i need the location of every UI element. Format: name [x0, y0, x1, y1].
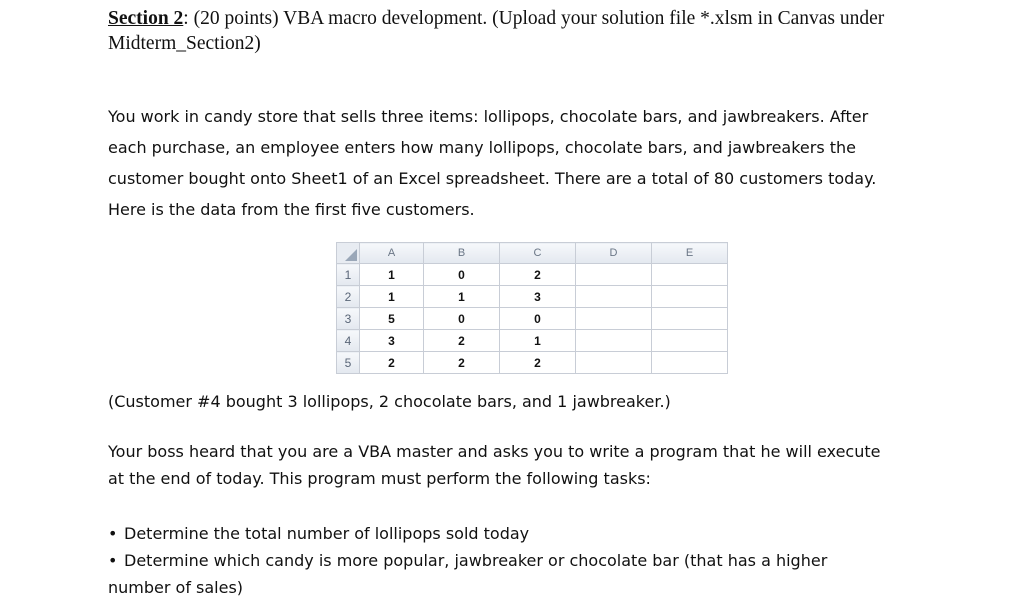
column-header: A — [360, 243, 424, 264]
row-header: 4 — [337, 330, 360, 352]
cell — [576, 330, 652, 352]
column-header-row — [337, 243, 728, 264]
row-header: 3 — [337, 308, 360, 330]
cell — [576, 308, 652, 330]
task-line: at the end of today. This program must perform the following tasks: — [108, 469, 651, 488]
cell: 5 — [360, 308, 424, 330]
cell — [652, 308, 728, 330]
list-item — [108, 547, 988, 574]
list-item — [108, 520, 988, 547]
row-header: 5 — [337, 352, 360, 374]
cell: 2 — [424, 330, 500, 352]
bullet-icon: • — [108, 551, 118, 570]
column-header: C — [500, 243, 576, 264]
section-label: Section 2 — [108, 8, 184, 29]
list-item-text: Determine the total number of lollipops sold today — [124, 524, 530, 543]
cell: 2 — [424, 352, 500, 374]
section-heading — [108, 6, 988, 56]
spreadsheet-excerpt — [336, 242, 728, 374]
cell — [576, 286, 652, 308]
cell: 1 — [360, 286, 424, 308]
cell: 1 — [500, 330, 576, 352]
intro-line: each purchase, an employee enters how many lollipops, chocolate bars, and jawbreakers the — [108, 138, 857, 157]
table-caption: (Customer #4 bought 3 lollipops, 2 chocolate bars, and 1 jawbreaker.) — [108, 392, 671, 411]
select-all-corner — [337, 243, 360, 264]
table-row — [337, 330, 728, 352]
cell: 0 — [500, 308, 576, 330]
column-header: B — [424, 243, 500, 264]
cell: 0 — [424, 264, 500, 286]
cell: 1 — [360, 264, 424, 286]
cell: 1 — [424, 286, 500, 308]
row-header: 2 — [337, 286, 360, 308]
section-heading-text: : (20 points) VBA macro development. (Upload your solution file *.xlsm in Canvas under Midterm_Section2) — [108, 8, 885, 54]
intro-line: Here is the data from the first five customers. — [108, 200, 475, 219]
intro-paragraph — [108, 101, 978, 225]
intro-line: You work in candy store that sells three items: lollipops, chocolate bars, and jawbreakers. After — [108, 107, 869, 126]
cell: 3 — [500, 286, 576, 308]
cell: 2 — [360, 352, 424, 374]
cell — [576, 264, 652, 286]
table-row — [337, 264, 728, 286]
task-list — [108, 520, 988, 601]
table-row — [337, 308, 728, 330]
table-row — [337, 352, 728, 374]
task-paragraph — [108, 438, 978, 492]
cell — [652, 286, 728, 308]
cell — [576, 352, 652, 374]
bullet-icon: • — [108, 524, 118, 543]
cell — [652, 330, 728, 352]
cell — [652, 352, 728, 374]
cell — [652, 264, 728, 286]
row-header: 1 — [337, 264, 360, 286]
column-header: E — [652, 243, 728, 264]
cell: 0 — [424, 308, 500, 330]
list-item-text: Determine which candy is more popular, jawbreaker or chocolate bar (that has a higher — [124, 551, 828, 570]
cell: 2 — [500, 352, 576, 374]
intro-line: customer bought onto Sheet1 of an Excel spreadsheet. There are a total of 80 customers today. — [108, 169, 877, 188]
cell: 3 — [360, 330, 424, 352]
column-header: D — [576, 243, 652, 264]
table-row — [337, 286, 728, 308]
list-item-continuation: number of sales) — [108, 578, 244, 597]
cell: 2 — [500, 264, 576, 286]
task-line: Your boss heard that you are a VBA master and asks you to write a program that he will execute — [108, 442, 881, 461]
